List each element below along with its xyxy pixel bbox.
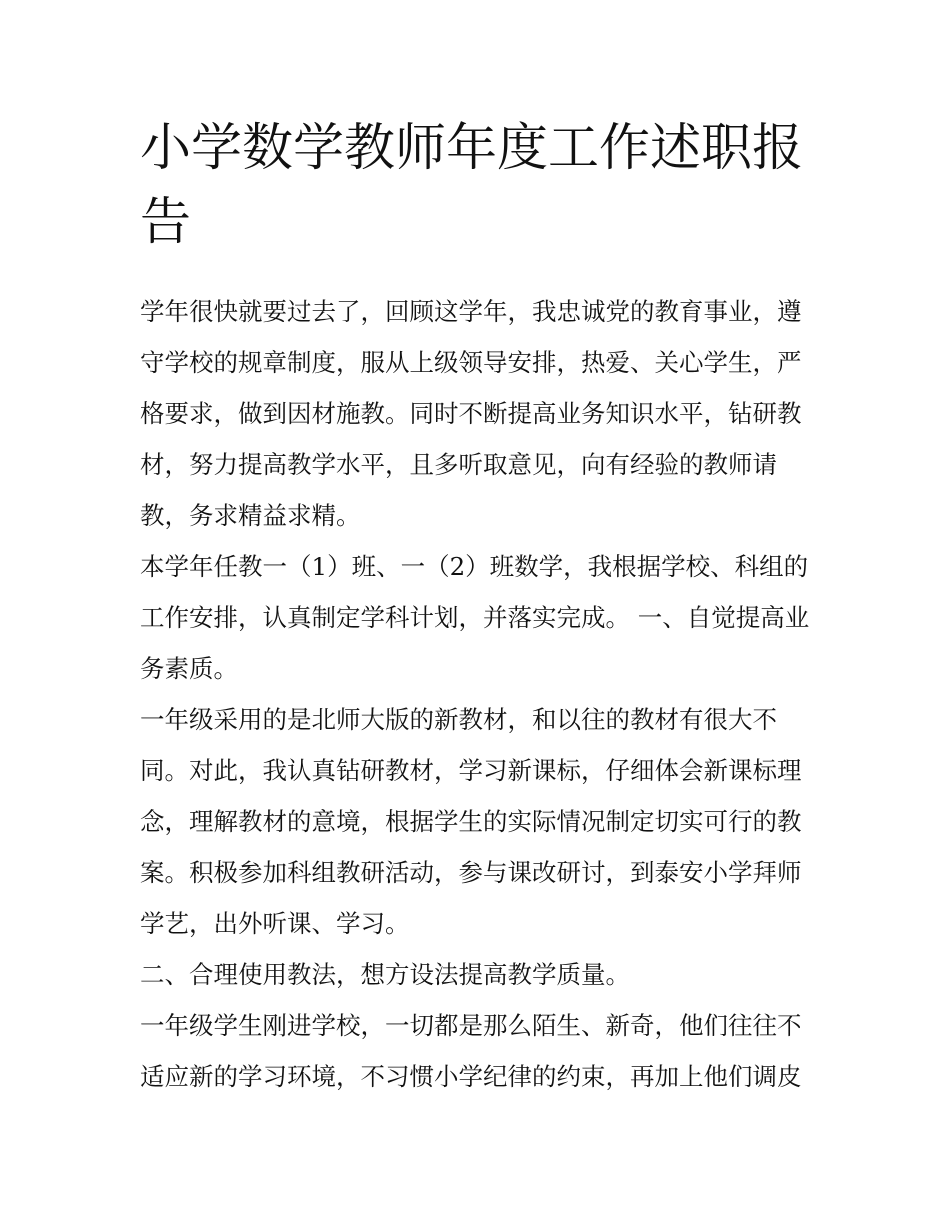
paragraph-new-textbook: 一年级采用的是北师大版的新教材，和以往的教材有很大不同。对此，我认真钻研教材，学习新课标，仔细体会新课标理念，理解教材的意境，根据学生的实际情况制定切实可行的教案。积极参加科组教研活动，参与课改研讨，到泰安小学拜师学艺，出外听课、学习。 [140,705,802,938]
document-content [140,112,816,1102]
paragraph-first-grade-students: 一年级学生刚进学校，一切都是那么陌生、新奇，他们往往不适应新的学习环境，不习惯小学纪律的约束，再加上他们调皮 [140,1011,802,1091]
section-heading-teaching-methods: 二、合理使用教法，想方设法提高教学质量。 [140,960,630,989]
paragraph-teaching-assignment: 本学年任教一（1）班、一（2）班数学，我根据学校、科组的工作安排，认真制定学科计划，并落实完成。 一、自觉提高业务素质。 [140,552,810,683]
document-body [140,286,816,1102]
paragraph-intro: 学年很快就要过去了，回顾这学年，我忠诚党的教育事业，遵守学校的规章制度，服从上级领导安排，热爱、关心学生，严格要求，做到因材施教。同时不断提高业务知识水平，钻研教材，努力提高教学水平，且多听取意见，向有经验的教师请教，务求精益求精。 [140,297,802,530]
document-title: 小学数学教师年度工作述职报告 [140,119,804,252]
